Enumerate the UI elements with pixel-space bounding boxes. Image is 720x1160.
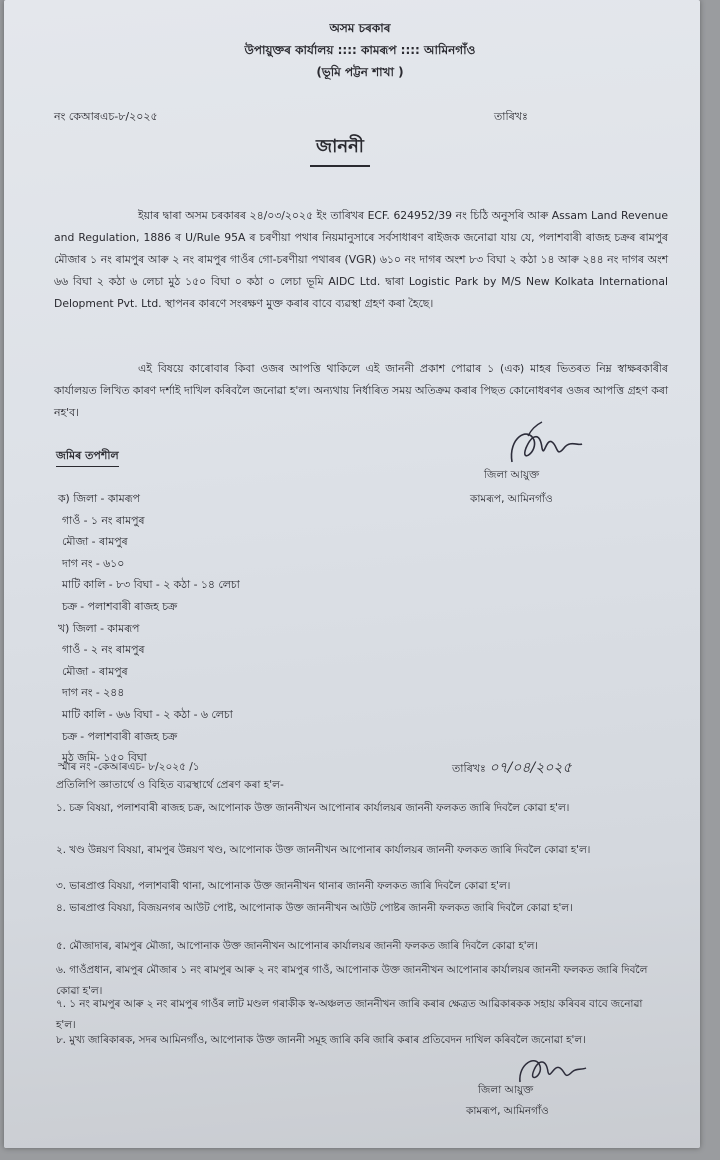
govt-heading: অসম চৰকাৰ [329, 21, 391, 35]
schedule-line: চক্ৰ - পলাশবাৰী ৰাজহ চক্ৰ [62, 729, 178, 743]
copy-item-2: ২. খণ্ড উন্নয়ণ বিষয়া, ৰামপুৰ উন্নয়ণ খণ্ড, আপোনাক উক্ত জাননীখন আপোনাৰ কাৰ্যালয়ৰ জাননী ফলকত জাৰি দিবলৈ কোৱা হ'ল। [56, 844, 591, 856]
copy-item-3: ৩. ভাৰপ্ৰাপ্ত বিষয়া, পলাশবাৰী থানা, আপোনাক উক্ত জাননীখন থানাৰ জাননী ফলকত জাৰি দিবলৈ কোৱা হ'ল। [56, 880, 511, 892]
schedule-line: চক্ৰ - পলাশবাৰী ৰাজহ চক্ৰ [62, 599, 178, 613]
memo-intro: প্ৰতিলিপি জ্ঞাতাৰ্থে ও বিহিত ব্যৱস্থাৰ্থে প্ৰেৰণ কৰা হ'ল- [56, 779, 284, 791]
notice-paragraph-2: এই বিষয়ে কাৰোবাৰ কিবা ওজৰ আপত্তি থাকিলে এই জাননী প্ৰকাশ পোৱাৰ ১ (এক) মাহৰ ভিতৰত নিম্ন স্বাক্ষৰকাৰীৰ কাৰ্যালয়ত লিখিত কাৰণ দৰ্শাই দাখিল কৰিবলৈ জনোৱা হ'ল। অন্যথায় নিৰ্ধাৰিত সময় অতিক্ৰম কৰাৰ পিছত কোনোধৰণৰ ওজৰ আপত্তি গ্ৰহণ কৰা নহ'ব। [54, 362, 668, 419]
schedule-line: খ) জিলা - কামৰূপ [58, 621, 140, 635]
reference-number: নং কেআৰএচ-৮/২০২৫ [54, 110, 158, 123]
copy-item-5: ৫. মৌজাদাৰ, ৰামপুৰ মৌজা, আপোনাক উক্ত জাননীখন আপোনাৰ কাৰ্যালয়ৰ জাননী ফলকত জাৰি দিবলৈ কোৱা হ'ল। [56, 940, 538, 952]
memo-date [452, 756, 572, 780]
schedule-line: মৌজা - ৰামপুৰ [62, 664, 128, 678]
copy-item-4: ৪. ভাৰপ্ৰাপ্ত বিষয়া, বিজয়নগৰ আউট পোষ্ট, আপোনাক উক্ত জাননীখন আউট পোষ্টৰ জাননী ফলকত জাৰি দিবলৈ কোৱা হ'ল। [56, 902, 573, 914]
copy-item-8: ৮. মুখ্য জাৰিকাৰক, সদৰ আমিনগাঁও, আপোনাক উক্ত জাননী সমূহ জাৰি কৰি জাৰি কৰাৰ প্ৰতিবেদন দাখিল কৰিবলৈ জনোৱা হ'ল। [56, 1034, 586, 1046]
office-heading: উপায়ুক্তৰ কাৰ্যালয় :::: কামৰূপ :::: আমিনগাঁও [244, 43, 476, 57]
date-label: তাৰিখঃ [494, 110, 528, 123]
signatory-place-bottom: কামৰূপ, আমিনগাঁও [466, 1105, 549, 1117]
notice-paragraph-1: ইয়াৰ দ্বাৰা অসম চৰকাৰৰ ২৪/০৩/২০২৫ ইং তাৰিখৰ ECF. 624952/39 নং চিঠি অনুসৰি আৰু Assam Land Revenue and Regulation, 1886 ৰ U/Rule 95A ৰ চৰণীয়া পথাৰ নিয়মানুসাৰে সৰ্বসাধাৰণ ৰাইজক জনোৱা যায় যে, পলাশবাৰী ৰাজহ চক্ৰৰ ৰামপুৰ মৌজাৰ ১ নং ৰামপুৰ আৰু ২ নং ৰামপুৰ গাওঁৰ গো-চৰণীয়া পথাৰৰ (VGR) ৬১০ নং দাগৰ অংশ ৮৩ বিঘা ২ কঠা ১৪ আৰু ২৪৪ নং দাগৰ অংশ ৬৬ বিঘা ২ কঠা ৬ লেচা মুঠ ১৫০ বিঘা ০ কঠা ০ লেচা ভূমি AIDC Ltd. দ্বাৰা Logistic Park by M/S New Kolkata International Delopment Pvt. Ltd. স্থাপনৰ কাৰণে সংৰক্ষণ মুক্ত কৰাৰ বাবে ব্যৱস্থা গ্ৰহণ কৰা হৈছে। [54, 209, 668, 310]
copy-item-1: ১. চক্ৰ বিষয়া, পলাশবাৰী ৰাজহ চক্ৰ, আপোনাক উক্ত জাননীখন আপোনাৰ কাৰ্যালয়ৰ জাননী ফলকত জাৰি দিবলৈ কোৱা হ'ল। [56, 802, 570, 814]
schedule-line: দাগ নং - ৬১০ [62, 556, 125, 570]
branch-heading: (ভূমি পট্টন শাখা ) [316, 65, 404, 79]
schedule-line: মাটি কালি - ৮৩ বিঘা - ২ কঠা - ১৪ লেচা [62, 578, 240, 592]
schedule-line: মাটি কালি - ৬৬ বিঘা - ২ কঠা - ৬ লেচা [62, 707, 233, 721]
schedule-line: মৌজা - ৰামপুৰ [62, 535, 128, 549]
schedule-line: মুঠ জমি- ১৫০ বিঘা [62, 751, 147, 765]
signatory-title: জিলা আয়ুক্ত [484, 469, 540, 481]
schedule-list [58, 488, 240, 769]
memo-date-label: তাৰিখঃ [452, 762, 486, 775]
copy-item-6: ৬. গাওঁপ্ৰধান, ৰামপুৰ মৌজাৰ ১ নং ৰামপুৰ আৰু ২ নং ৰামপুৰ গাওঁ, আপোনাক উক্ত জাননীখন আপোনাৰ কাৰ্যালয়ৰ জাননী ফলকত জাৰি দিবলৈ কোৱা হ'ল। [56, 964, 648, 997]
schedule-title: জমিৰ তপশীল [56, 447, 119, 467]
signatory-place: কামৰূপ, আমিনগাঁও [470, 493, 553, 505]
notice-title: জাননী [310, 132, 370, 167]
schedule-line: গাওঁ - ২ নং ৰামপুৰ [62, 643, 145, 657]
schedule-line: দাগ নং - ২৪৪ [62, 686, 125, 700]
copy-item-7: ৭. ১ নং ৰামপুৰ আৰু ২ নং ৰামপুৰ গাওঁৰ লাট মণ্ডল গৰাকীক স্ব-অঞ্চলত জাননীখন জাৰি কৰাৰ ক্ষেত্ৰত আৱিকাৰকক সহায় কৰিবৰ বাবে জনোৱা হ'ল। [56, 998, 643, 1031]
memo-number: স্মাৰ নং -কেআৰএচ- ৮/২০২৫ /১ [58, 761, 200, 773]
schedule-line: ক) জিলা - কামৰূপ [58, 492, 140, 505]
memo-date-value: ০৭/০৪/২০২৫ [489, 760, 572, 776]
signatory-title-bottom: জিলা আয়ুক্ত [478, 1084, 534, 1096]
schedule-line: গাওঁ - ১ নং ৰামপুৰ [62, 513, 145, 527]
